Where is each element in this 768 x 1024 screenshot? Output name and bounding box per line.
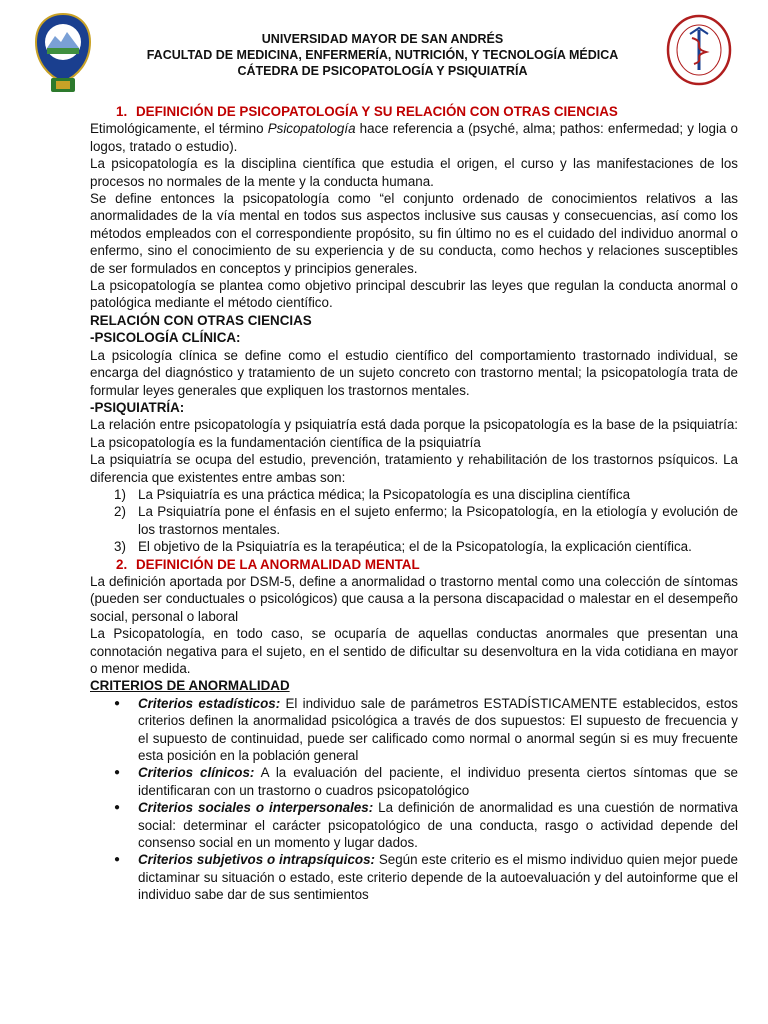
definition-paragraph: La psicopatología es la disciplina científica que estudia el origen, el curso y las manifestaciones de los procesos no normales de la mente y la conducta humana. xyxy=(90,156,738,189)
criterion-term: Criterios subjetivos o intrapsíquicos: xyxy=(138,852,375,868)
list-item xyxy=(90,486,738,503)
bullet-icon: ● xyxy=(114,697,121,709)
list-item xyxy=(90,764,738,799)
university-shield-logo xyxy=(34,12,92,94)
bullet-icon: ● xyxy=(114,854,121,866)
header-faculty: FACULTAD DE MEDICINA, ENFERMERÍA, NUTRICIÓN, Y TECNOLOGÍA MÉDICA xyxy=(146,48,619,62)
bullet-icon: ● xyxy=(114,802,121,814)
etymology-text-a: Etimológicamente, el término xyxy=(90,121,268,137)
list-item-number: 2) xyxy=(114,504,126,520)
etymology-term: Psicopatología xyxy=(267,121,356,137)
dsm5-paragraph: La definición aportada por DSM-5, define a anormalidad o trastorno mental como una colección de síntomas (pueden ser conductuales o psicológicos) que causa a la persona discapacidad o malestar en el desempeño social, personal o laboral xyxy=(90,573,738,624)
etymology-paragraph xyxy=(90,120,738,155)
section-1-number: 1. xyxy=(116,104,128,119)
objective-paragraph: La psicopatología se plantea como objetivo principal descubrir las leyes que regulan la conducta anormal o patológica mediante el método científico. xyxy=(90,278,738,311)
faculty-seal-logo xyxy=(666,14,732,86)
list-item xyxy=(90,538,738,555)
criteria-list xyxy=(90,695,738,904)
criterion-term: Criterios sociales o interpersonales: xyxy=(138,800,374,816)
section-1-heading xyxy=(90,103,738,120)
list-item xyxy=(90,503,738,538)
clinical-psychology-paragraph: La psicología clínica se define como el estudio científico del comportamiento trastornado individual, se encarga del diagnóstico y tratamiento de un sujeto concreto con trastorno mental; la psicopatología trata de formular leyes generales que expliquen los trastornos mentales. xyxy=(90,347,738,398)
section-2-number: 2. xyxy=(116,556,128,572)
list-item-text: La Psiquiatría es una práctica médica; la Psicopatología es una disciplina científica xyxy=(138,486,631,502)
header-university: UNIVERSIDAD MAYOR DE SAN ANDRÉS xyxy=(261,32,504,46)
criterion-term: Criterios estadísticos: xyxy=(138,695,281,711)
criterion-text: El individuo sale de parámetros ESTADÍSTICAMENTE establecidos, estos criterios definen la anormalidad psicológica a través de dos supuestos: El supuesto de frecuencia y el supuesto de continuidad, puede ser calificado como normal o anormal según si es muy frecuente esta posición en la población general xyxy=(138,695,738,764)
bullet-icon: ● xyxy=(114,767,121,779)
list-item-text: El objetivo de la Psiquiatría es la terapéutica; el de la Psicopatología, la explicación científica. xyxy=(138,539,692,555)
criteria-heading: CRITERIOS DE ANORMALIDAD xyxy=(90,678,290,694)
section-2-title: DEFINICIÓN DE LA ANORMALIDAD MENTAL xyxy=(136,556,420,572)
criterion-text: La definición de anormalidad es una cuestión de normativa social: determinar el carácter psicopatológico de una conducta, rasgo o actividad depende del consenso social en un momento y lugar dados. xyxy=(138,800,738,851)
list-item xyxy=(90,695,738,765)
psychiatry-heading: -PSIQUIATRÍA: xyxy=(90,399,185,415)
list-item xyxy=(90,799,738,851)
relation-heading: RELACIÓN CON OTRAS CIENCIAS xyxy=(90,312,312,328)
criterion-text: A la evaluación del paciente, el individuo presenta ciertos síntomas que se identificaran con un trastorno o cuadros psicopatológico xyxy=(138,765,739,798)
list-item-number: 1) xyxy=(114,486,126,502)
definition-quote-paragraph: Se define entonces la psicopatología como “el conjunto ordenado de conocimientos relativos a las anormalidades de la vía mental en todos sus aspectos inclusive sus causas y consecuencias, así como los métodos empleados con el correspondiente propósito, su fin último no es el cuidado del individuo anormal o enfermo, sino el conocimiento de su experiencia y de su conducta, como hechos y relaciones susceptibles de ser formulados en conceptos y principios generales. xyxy=(90,191,738,276)
criterion-text: Según este criterio es el mismo individuo quien mejor puede dictaminar su situación o estado, este criterio depende de la autoevaluación y del autoinforme que el individuo sabe dar de sus sentimientos xyxy=(138,852,738,903)
differences-list xyxy=(90,486,738,556)
list-item xyxy=(90,851,738,903)
document-body xyxy=(90,103,738,904)
list-item-text: La Psiquiatría pone el énfasis en el sujeto enfermo; la Psicopatología, en la etiología y evolución de los trastornos mentales. xyxy=(138,504,738,537)
criterion-term: Criterios clínicos: xyxy=(138,765,255,781)
section-1-title: DEFINICIÓN DE PSICOPATOLOGÍA Y SU RELACIÓN CON OTRAS CIENCIAS xyxy=(136,104,618,119)
list-item-number: 3) xyxy=(114,539,126,555)
psychiatry-paragraph-1: La relación entre psicopatología y psiquiatría está dada porque la psicopatología es la base de la psiquiatría: La psicopatología es la fundamentación científica de la psiquiatría xyxy=(90,417,738,450)
clinical-psychology-heading: -PSICOLOGÍA CLÍNICA: xyxy=(90,330,241,346)
etymology-text-b: hace referencia a (psyché, alma; pathos: enfermedad; y logia o logos, tratado o estudio). xyxy=(90,121,738,154)
psychiatry-paragraph-2: La psiquiatría se ocupa del estudio, prevención, tratamiento y rehabilitación de los trastornos psíquicos. La diferencia que existentes entre ambas son: xyxy=(90,452,738,485)
document-header xyxy=(100,31,665,79)
header-chair: CÁTEDRA DE PSICOPATOLOGÍA Y PSIQUIATRÍA xyxy=(237,64,528,78)
section-2-heading xyxy=(90,556,738,573)
psychopathology-scope-paragraph: La Psicopatología, en todo caso, se ocuparía de aquellas conductas anormales que presentan una connotación negativa para el sujeto, en el sentido de dificultar su desenvoltura en la vida cotidiana en mayor o menor medida. xyxy=(90,626,738,676)
